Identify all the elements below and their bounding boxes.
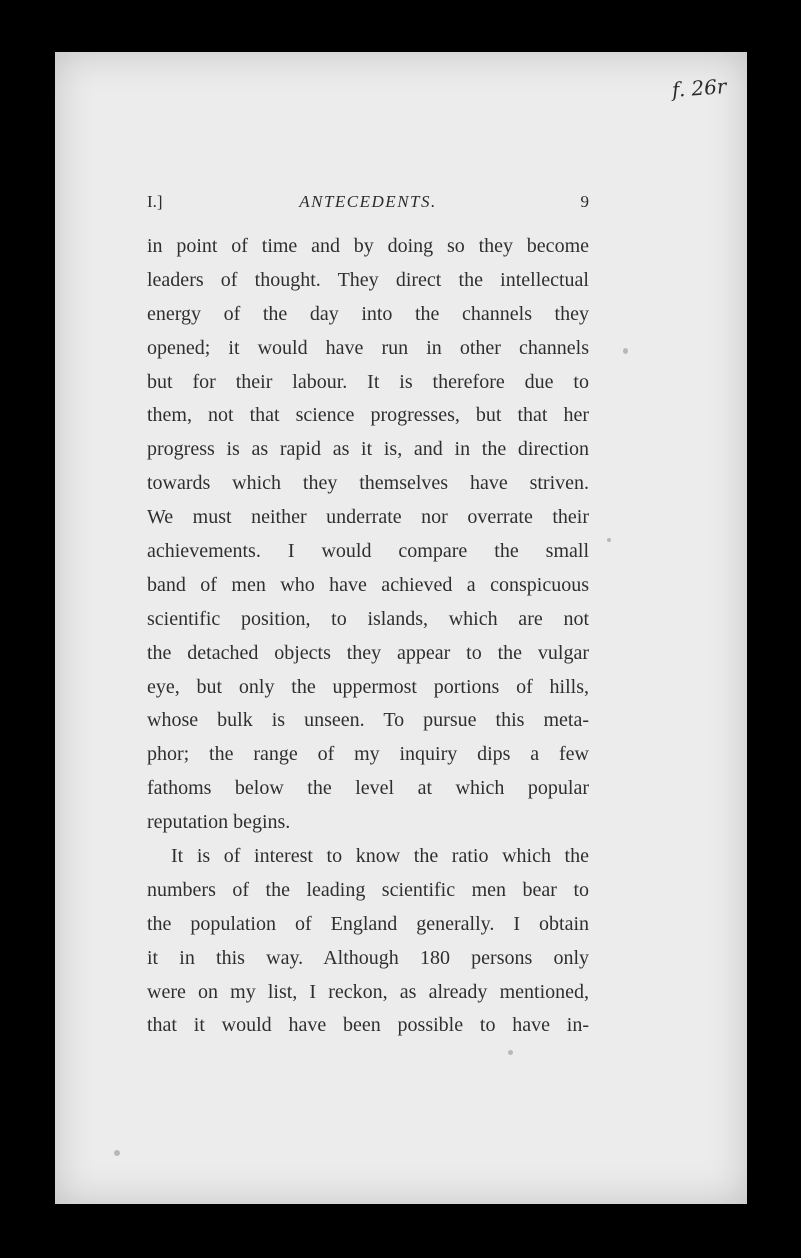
text-line: eye, but only the uppermost portions of hills, — [147, 675, 589, 698]
text-line: them, not that science progresses, but that her — [147, 404, 589, 427]
folio-annotation: f. 26r — [671, 74, 728, 102]
paper-speck — [114, 1150, 120, 1156]
text-line: fathoms below the level at which popular — [147, 777, 589, 800]
paper-speck — [607, 538, 611, 542]
text-line: the detached objects they appear to the vulgar — [147, 641, 589, 664]
paper-speck — [508, 1050, 513, 1055]
text-line: whose bulk is unseen. To pursue this meta- — [147, 709, 589, 732]
text-line: towards which they themselves have striven. — [147, 472, 589, 495]
text-line: band of men who have achieved a conspicuous — [147, 573, 589, 596]
text-line: that it would have been possible to have in- — [147, 1014, 589, 1037]
page-number: 9 — [580, 192, 589, 211]
text-line: in point of time and by doing so they become — [147, 235, 589, 257]
text-line: progress is as rapid as it is, and in the direction — [147, 438, 589, 461]
text-line: were on my list, I reckon, as already mentioned, — [147, 980, 589, 1003]
text-line: scientific position, to islands, which are not — [147, 607, 589, 630]
text-line: phor; the range of my inquiry dips a few — [147, 743, 589, 766]
text-line: energy of the day into the channels they — [147, 302, 589, 325]
text-line: but for their labour. It is therefore due to — [147, 370, 589, 393]
paragraph-start-line: It is of interest to know the ratio which the — [171, 845, 589, 868]
text-line: We must neither underrate nor overrate their — [147, 506, 589, 529]
running-title: ANTECEDENTS. — [299, 192, 437, 211]
text-line: opened; it would have run in other channels — [147, 336, 589, 359]
text-line: numbers of the leading scientific men bear to — [147, 878, 589, 901]
text-line: leaders of thought. They direct the intellectual — [147, 268, 589, 291]
text-line: the population of England generally. I obtain — [147, 912, 589, 935]
text-line: achievements. I would compare the small — [147, 540, 589, 563]
chapter-marker: I.] — [147, 192, 163, 211]
running-head — [147, 192, 589, 218]
body-text — [147, 230, 589, 1043]
text-line: it in this way. Although 180 persons only — [147, 946, 589, 969]
paragraph-end-line: reputation begins. — [147, 811, 291, 834]
paper-speck — [623, 348, 628, 354]
